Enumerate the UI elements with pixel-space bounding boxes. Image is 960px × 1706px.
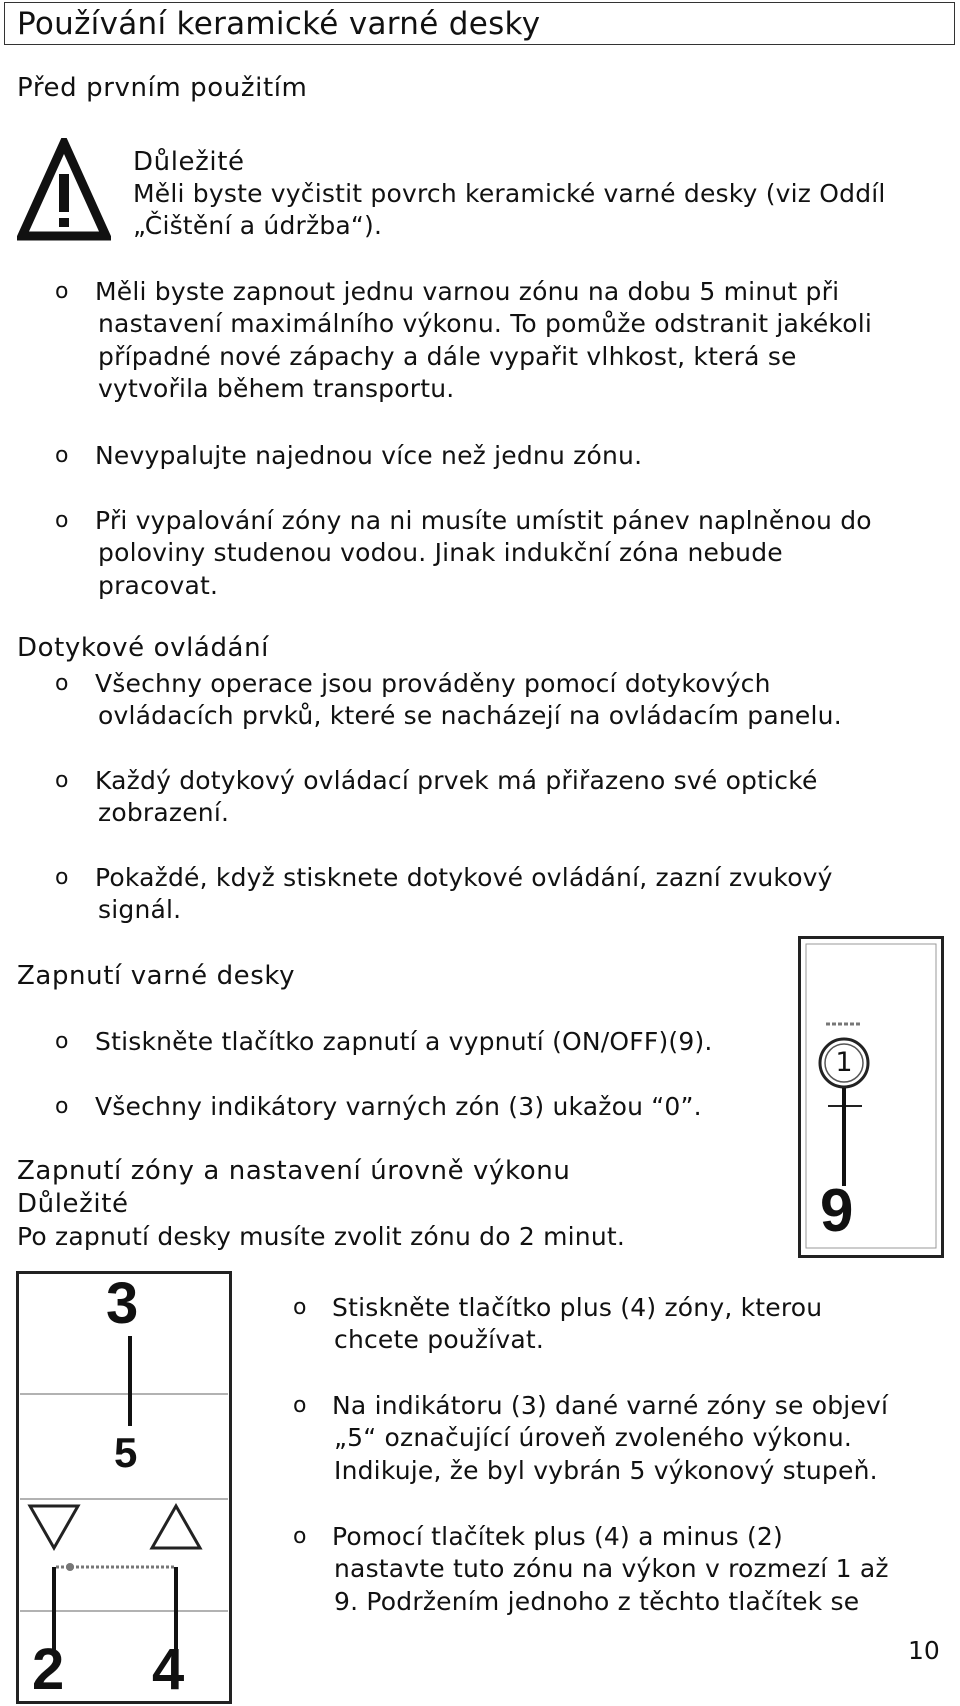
figure-label-3: 3 [106,1271,139,1336]
warning-triangle-icon [17,138,111,242]
important-text-2: Po zapnutí desky musíte zvolit zónu do 2 minut. [17,1222,626,1251]
bullet-marker: o [55,443,69,468]
section-heading-zone-power: Zapnutí zóny a nastavení úrovně výkonu [17,1156,571,1186]
figure-label-9: 9 [820,1177,854,1244]
page-title: Používání keramické varné desky [4,2,955,45]
list-item-line: ovládacích prvků, které se nacházejí na ovládacím panelu. [98,701,842,730]
important-text-line-2: „Čištění a údržba“). [133,211,383,240]
on-off-button-figure [798,936,944,1258]
button-symbol: 1 [835,1047,853,1078]
list-item-line: Pokaždé, když stisknete dotykové ovládání, zazní zvukový [95,863,833,892]
bullet-marker: o [293,1393,307,1418]
list-item-line: poloviny studenou vodou. Jinak indukční zóna nebude [98,538,783,567]
bullet-marker: o [55,768,69,793]
list-item-line: případné nové zápachy a dále vypařit vlhkost, která se [98,342,797,371]
list-item-line: Stiskněte tlačítko plus (4) zóny, kterou [332,1293,823,1322]
list-item-line: Nevypalujte najednou více než jednu zónu. [95,441,643,470]
list-item-line: chcete používat. [334,1325,544,1354]
list-item-line: Indikuje, že byl vybrán 5 výkonový stupeň. [334,1456,878,1485]
display-value: 5 [114,1429,138,1476]
list-item-line: zobrazení. [98,798,230,827]
page-number: 10 [908,1636,940,1665]
bullet-marker: o [55,671,69,696]
section-heading-touch-controls: Dotykové ovládání [17,633,269,663]
list-item-line: signál. [98,895,182,924]
list-item-line: Pomocí tlačítek plus (4) a minus (2) [332,1522,783,1551]
list-item-line: Každý dotykový ovládací prvek má přiřazeno své optické [95,766,818,795]
figure-label-2: 2 [32,1637,65,1702]
list-item-line: nastavení maximálního výkonu. To pomůže odstranit jakékoli [98,309,873,338]
important-label: Důležité [133,147,245,177]
bullet-marker: o [55,279,69,304]
list-item-line: Měli byste zapnout jednu varnou zónu na dobu 5 minut při [95,277,840,306]
list-item-line: Na indikátoru (3) dané varné zóny se objeví [332,1391,889,1420]
list-item-line: 9. Podržením jednoho z těchto tlačítek se [334,1587,860,1616]
list-item-line: pracovat. [98,571,219,600]
list-item-line: Všechny operace jsou prováděny pomocí dotykových [95,669,771,698]
section-heading-before-first-use: Před prvním použitím [17,73,308,103]
figure-label-4: 4 [152,1637,185,1702]
list-item-line: „5“ označující úroveň zvoleného výkonu. [334,1423,853,1452]
list-item-line: vytvořila během transportu. [98,374,455,403]
bullet-marker: o [55,865,69,890]
bullet-marker: o [293,1295,307,1320]
section-heading-switch-on-hob: Zapnutí varné desky [17,961,296,991]
bullet-marker: o [55,1029,69,1054]
list-item-line: nastavte tuto zónu na výkon v rozmezí 1 až [334,1554,889,1583]
list-item-line: Při vypalování zóny na ni musíte umístit pánev naplněnou do [95,506,872,535]
bullet-marker: o [293,1524,307,1549]
important-label-2: Důležité [17,1189,129,1219]
list-item-line: Všechny indikátory varných zón (3) ukažou “0”. [95,1092,702,1121]
bullet-marker: o [55,508,69,533]
zone-control-figure [16,1271,232,1704]
important-text-line-1: Měli byste vyčistit povrch keramické varné desky (viz Oddíl [133,179,886,208]
bullet-marker: o [55,1094,69,1119]
list-item-line: Stiskněte tlačítko zapnutí a vypnutí (ON/OFF)(9). [95,1027,713,1056]
